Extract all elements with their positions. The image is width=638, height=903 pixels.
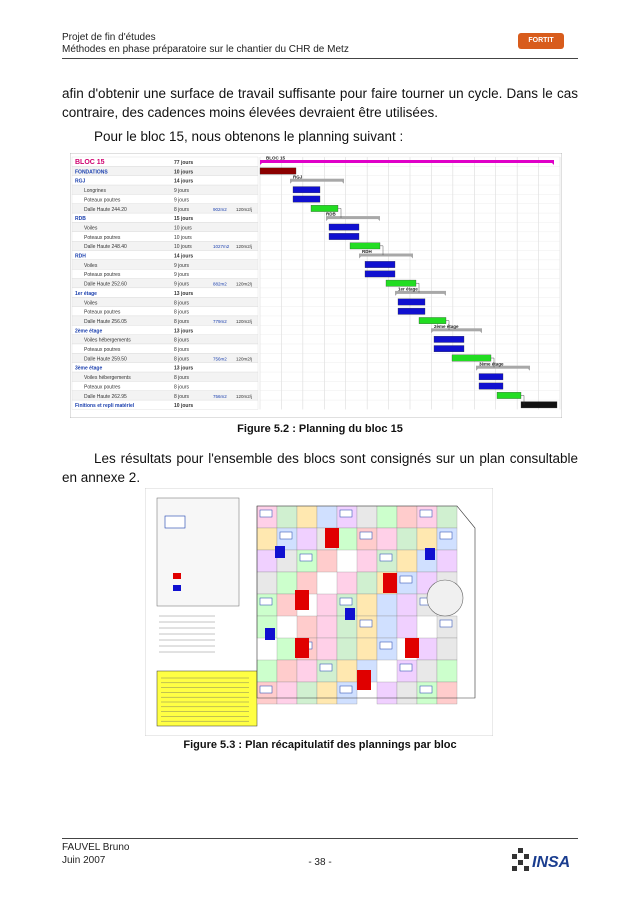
gantt-duration-label: 8 jours [174, 337, 190, 344]
gantt-rate-label: 120m2/j [236, 356, 253, 362]
gantt-quantity-label: 882m2 [213, 281, 227, 287]
gantt-task-bar [419, 317, 446, 323]
plan-block [417, 638, 437, 660]
figure-caption-2: Figure 5.3 : Plan récapitulatif des plannings par bloc [183, 739, 457, 751]
gantt-summary-bar [260, 160, 554, 163]
gantt-task-bar [350, 243, 380, 249]
gantt-task-bar [398, 299, 425, 305]
plan-block [437, 550, 457, 572]
gantt-task-label: Poteaux poutres [84, 347, 121, 353]
plan-block [277, 660, 297, 682]
gantt-task-label: Voiles [84, 300, 98, 307]
plan-block [377, 682, 397, 704]
gantt-task-label: 2ème étage [75, 328, 103, 335]
plan-block [297, 528, 317, 550]
gantt-duration-label: 15 jours [174, 216, 194, 223]
plan-block [337, 572, 357, 594]
plan-block [437, 682, 457, 704]
gantt-task-bar [434, 336, 464, 342]
gantt-duration-label: 13 jours [174, 328, 194, 335]
paragraph-3 [62, 449, 578, 487]
gantt-quantity-label: 756m2 [213, 393, 227, 399]
gantt-task-label: Dalle Haute 244.20 [84, 206, 127, 213]
gantt-task-bar [293, 187, 320, 193]
gantt-duration-label: 8 jours [174, 384, 190, 391]
gantt-duration-label: 8 jours [174, 206, 190, 213]
gantt-duration-label: 8 jours [174, 318, 190, 325]
footer-date: Juin 2007 [62, 855, 106, 866]
gantt-quantity-label: 902m2 [213, 206, 227, 212]
plan-block [277, 638, 297, 660]
gantt-task-bar [365, 261, 395, 267]
figure-caption-1: Figure 5.2 : Planning du bloc 15 [237, 423, 403, 435]
paragraph-2: Pour le bloc 15, nous obtenons le planning suivant : [94, 129, 404, 144]
footer-divider [62, 838, 578, 839]
plan-block [377, 594, 397, 616]
gantt-task-label: Poteaux poutres [84, 272, 121, 279]
insa-logo-text: INSA [532, 854, 571, 871]
gantt-duration-label: 14 jours [174, 253, 194, 260]
gantt-bar-label: RDH [362, 249, 372, 255]
gantt-task-label: Voiles hébergements [84, 337, 131, 344]
gantt-rate-label: 120m2/j [236, 318, 253, 324]
insa-logo [510, 840, 580, 880]
gantt-task-bar [311, 205, 338, 211]
gantt-quantity-label: 1027m2 [213, 244, 230, 250]
paragraph-3-text: Les résultats pour l'ensemble des blocs sont consignés sur un plan consultable en annexe 2. [62, 451, 578, 485]
gantt-task-label: Dalle Haute 256.05 [84, 318, 127, 325]
gantt-task-label: Poteaux poutres [84, 309, 121, 316]
gantt-task-label: BLOC 15 [75, 159, 105, 166]
plan-block [257, 572, 277, 594]
gantt-quantity-label: 779m2 [213, 318, 227, 324]
gantt-task-label: Voiles [84, 262, 98, 269]
plan-block [277, 682, 297, 704]
plan-block [317, 506, 337, 528]
gantt-task-label: Dalle Haute 259.50 [84, 356, 127, 363]
gantt-task-label: FONDATIONS [75, 169, 108, 176]
block-plan-figure [145, 488, 493, 736]
paragraph-1: afin d'obtenir une surface de travail suffisante pour faire tourner un cycle. Dans le cas contraire, des cadences moins élevées devraient être utilisées. [62, 86, 578, 120]
header-divider [62, 58, 578, 59]
gantt-quantity-label: 756m2 [213, 356, 227, 362]
gantt-duration-label: 9 jours [174, 281, 190, 288]
gantt-task-label: Poteaux poutres [84, 384, 121, 391]
gantt-task-label: RGJ [75, 178, 86, 185]
gantt-task-bar [521, 402, 557, 408]
plan-block [397, 550, 417, 572]
plan-block [317, 638, 337, 660]
plan-block [317, 550, 337, 572]
gantt-task-bar [329, 224, 359, 230]
gantt-duration-label: 9 jours [174, 272, 190, 279]
plan-block [357, 550, 377, 572]
gantt-task-label: Voiles hébergements [84, 375, 131, 382]
gantt-bar-label: BLOC 15 [266, 155, 286, 161]
plan-block [397, 616, 417, 638]
plan-block [277, 572, 297, 594]
gantt-rate-label: 120m2/j [236, 206, 253, 212]
gantt-bar-label: 2ème étage [434, 323, 459, 329]
plan-block [257, 660, 277, 682]
gantt-bar-label: 1er étage [398, 286, 418, 292]
gantt-duration-label: 9 jours [174, 188, 190, 195]
plan-block [437, 638, 457, 660]
gantt-duration-label: 8 jours [174, 300, 190, 307]
gantt-duration-label: 10 jours [174, 225, 192, 232]
plan-block [397, 682, 417, 704]
plan-block [377, 528, 397, 550]
plan-block [357, 506, 377, 528]
gantt-bar-label: RGJ [293, 174, 303, 180]
gantt-duration-label: 10 jours [174, 169, 194, 176]
gantt-task-label: Poteaux poutres [84, 197, 121, 204]
gantt-duration-label: 77 jours [174, 160, 194, 166]
plan-block [317, 594, 337, 616]
plan-block [437, 506, 457, 528]
plan-block [317, 682, 337, 704]
gantt-duration-label: 9 jours [174, 262, 190, 269]
plan-block [337, 528, 357, 550]
gantt-duration-label: 8 jours [174, 347, 190, 353]
gantt-duration-label: 9 jours [174, 197, 190, 204]
gantt-duration-label: 13 jours [174, 365, 194, 372]
gantt-task-label: 3ème étage [75, 365, 103, 372]
plan-block [397, 528, 417, 550]
company-logo: FORTIT [518, 33, 564, 49]
gantt-duration-label: 10 jours [174, 244, 192, 251]
gantt-rate-label: 120m2/j [236, 281, 253, 287]
gantt-task-label: Voiles [84, 225, 98, 232]
plan-block [277, 594, 297, 616]
plan-block [357, 638, 377, 660]
gantt-task-bar [329, 233, 359, 239]
plan-block [257, 550, 277, 572]
gantt-task-label: 1er étage [75, 290, 97, 297]
gantt-duration-label: 14 jours [174, 178, 194, 185]
gantt-task-bar [479, 383, 503, 389]
gantt-task-bar [260, 168, 296, 174]
gantt-task-bar [497, 392, 521, 398]
plan-block [357, 572, 377, 594]
plan-block [317, 616, 337, 638]
plan-block [257, 528, 277, 550]
gantt-task-bar [293, 196, 320, 202]
gantt-duration-label: 8 jours [174, 393, 190, 400]
gantt-duration-label: 8 jours [174, 375, 190, 382]
gantt-task-label: Poteaux poutres [84, 234, 121, 241]
header-title: Projet de fin d'études [62, 32, 156, 43]
gantt-chart [70, 153, 562, 418]
plan-block [297, 682, 317, 704]
plan-block [337, 638, 357, 660]
gantt-task-label: Dalle Haute 252.60 [84, 281, 127, 288]
plan-block [277, 506, 297, 528]
gantt-task-bar [398, 308, 425, 314]
gantt-task-label: RDB [75, 216, 86, 223]
plan-block [417, 660, 437, 682]
page-number: - 38 - [308, 857, 332, 868]
gantt-bar-label: RDB [326, 211, 336, 217]
gantt-duration-label: 8 jours [174, 356, 190, 363]
gantt-task-bar [479, 374, 503, 380]
plan-block [397, 594, 417, 616]
header-subtitle: Méthodes en phase préparatoire sur le chantier du CHR de Metz [62, 44, 349, 55]
plan-block [357, 594, 377, 616]
gantt-bar-label: 3ème étage [479, 361, 504, 367]
gantt-duration-label: 8 jours [174, 309, 190, 316]
gantt-rate-label: 120m2/j [236, 244, 253, 250]
plan-notes-box [157, 671, 257, 726]
gantt-duration-label: 13 jours [174, 290, 194, 297]
gantt-task-label: Dalle Haute 262.95 [84, 393, 127, 400]
plan-block [297, 616, 317, 638]
gantt-task-label: RDH [75, 253, 86, 260]
plan-block [297, 660, 317, 682]
plan-legend [157, 498, 239, 606]
gantt-task-bar [434, 346, 464, 352]
gantt-duration-label: 10 jours [174, 234, 192, 241]
gantt-task-label: Finitions et repli matériel [75, 403, 135, 410]
plan-block [437, 660, 457, 682]
plan-block [297, 506, 317, 528]
plan-block [397, 506, 417, 528]
plan-block [417, 528, 437, 550]
gantt-rate-label: 120m2/j [236, 393, 253, 399]
gantt-task-bar [386, 280, 416, 286]
page-header [62, 32, 578, 56]
plan-block [337, 660, 357, 682]
gantt-task-bar [365, 271, 395, 277]
gantt-duration-label: 10 jours [174, 403, 194, 410]
gantt-task-label: Longrines [84, 188, 106, 195]
footer-author: FAUVEL Bruno [62, 842, 130, 853]
plan-block [377, 506, 397, 528]
gantt-task-label: Dalle Haute 248.40 [84, 244, 127, 251]
gantt-task-bar [452, 355, 491, 361]
plan-block [377, 616, 397, 638]
